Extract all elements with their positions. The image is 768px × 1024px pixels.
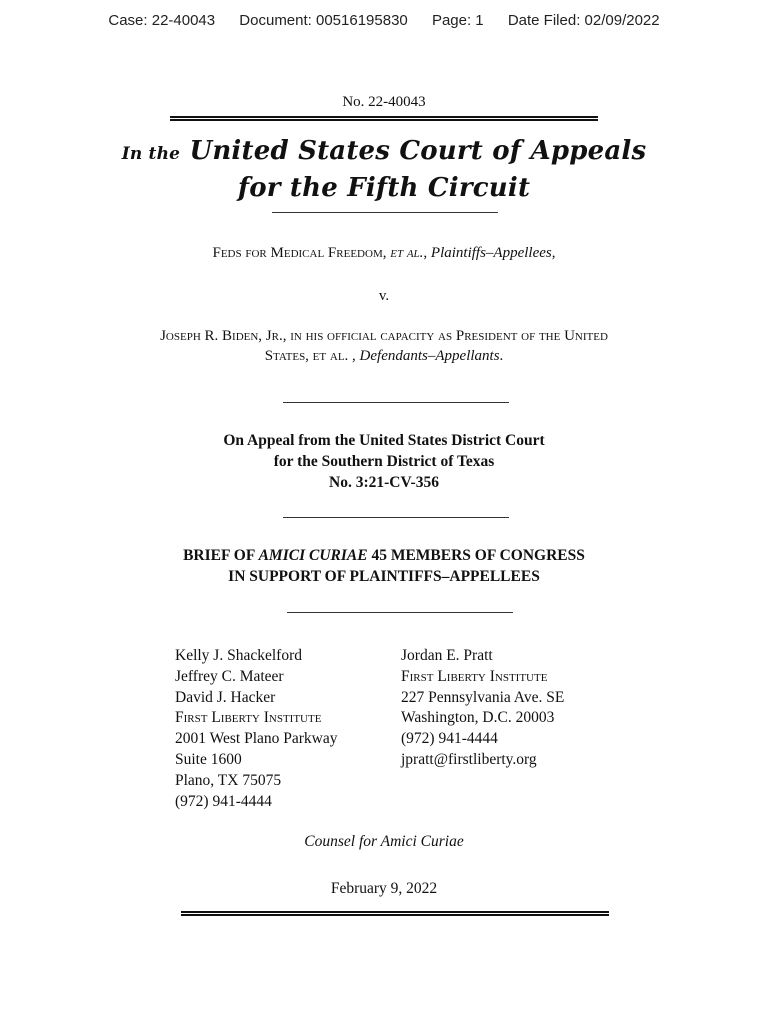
appeal-line2: for the Southern District of Texas <box>273 453 495 470</box>
amici-curiae: AMICI CURIAE <box>258 547 368 564</box>
counsel-right-firm: First Liberty Institute <box>401 667 548 685</box>
counsel-left-firm: First Liberty Institute <box>175 709 322 727</box>
page-number: Page: 1 <box>431 12 484 29</box>
brief-title <box>0 545 768 587</box>
court-title <box>0 134 768 205</box>
counsel-left-line: David J. Hacker <box>175 688 276 706</box>
counsel-for: Counsel for Amici Curiae <box>304 833 464 850</box>
counsel-right-line: Jordan E. Pratt <box>401 647 493 664</box>
brief-title-line2: IN SUPPORT OF PLAINTIFFS–APPELLEES <box>228 568 540 585</box>
appeal-block <box>0 430 768 493</box>
counsel-right-line: Washington, D.C. 20003 <box>401 709 555 727</box>
defendants-line1: Joseph R. Biden, Jr., in his official capacity as President of the United <box>160 328 608 344</box>
court-title-line2: for the Fifth Circuit <box>237 173 531 203</box>
counsel-left-line: Kelly J. Shackelford <box>175 647 302 664</box>
defendants-etal: States, et al. , <box>264 348 356 364</box>
filing-date: February 9, 2022 <box>330 880 438 897</box>
counsel-left-line: Suite 1600 <box>175 750 242 768</box>
counsel-left-line: Plano, TX 75075 <box>175 771 282 789</box>
bottom-double-rule <box>181 911 609 916</box>
court-prefix: In the <box>121 144 181 164</box>
counsel-left-column <box>175 646 338 812</box>
court-name: United States Court of Appeals <box>189 136 647 166</box>
plaintiffs-name: Feds for Medical Freedom, <box>212 245 387 261</box>
brief-title-line1 <box>0 545 768 566</box>
members-of-congress: 45 MEMBERS OF CONGRESS <box>371 547 585 564</box>
date-filed: Date Filed: 02/09/2022 <box>507 12 660 29</box>
counsel-right-column <box>401 646 564 771</box>
plaintiffs-etal: et al. <box>390 245 424 261</box>
counsel-left-line: 2001 West Plano Parkway <box>175 730 338 748</box>
parties-rule <box>283 402 509 403</box>
title-rule <box>272 212 498 213</box>
top-double-rule <box>170 116 598 121</box>
defendants-line2: States, et al. , Defendants–Appellants. <box>264 348 504 364</box>
plaintiffs-role: Plaintiffs–Appellees <box>430 245 552 261</box>
appeal-rule <box>283 517 509 518</box>
court-title-line1 <box>0 134 768 171</box>
counsel-left-line: Jeffrey C. Mateer <box>175 667 284 685</box>
document-number: Document: 00516195830 <box>239 12 408 29</box>
brief-of: BRIEF OF <box>183 547 255 564</box>
filing-header <box>0 12 768 29</box>
plaintiffs-line: Feds for Medical Freedom, et al., Plaintiffs–Appellees, <box>212 245 556 261</box>
case-number: Case: 22-40043 <box>108 12 216 29</box>
versus: v. <box>378 288 390 304</box>
defendants-role: Defendants–Appellants <box>359 348 500 364</box>
appeal-line1: On Appeal from the United States District Court <box>223 432 545 449</box>
counsel-right-email: jpratt@firstliberty.org <box>401 750 537 768</box>
brief-rule <box>287 612 513 613</box>
appeal-line3: No. 3:21-CV-356 <box>329 474 439 491</box>
counsel-right-line: 227 Pennsylvania Ave. SE <box>401 688 565 706</box>
counsel-right-line: (972) 941-4444 <box>401 730 498 748</box>
counsel-left-line: (972) 941-4444 <box>175 792 272 810</box>
defendants-block <box>0 326 768 366</box>
docket-number: No. 22-40043 <box>342 94 426 110</box>
